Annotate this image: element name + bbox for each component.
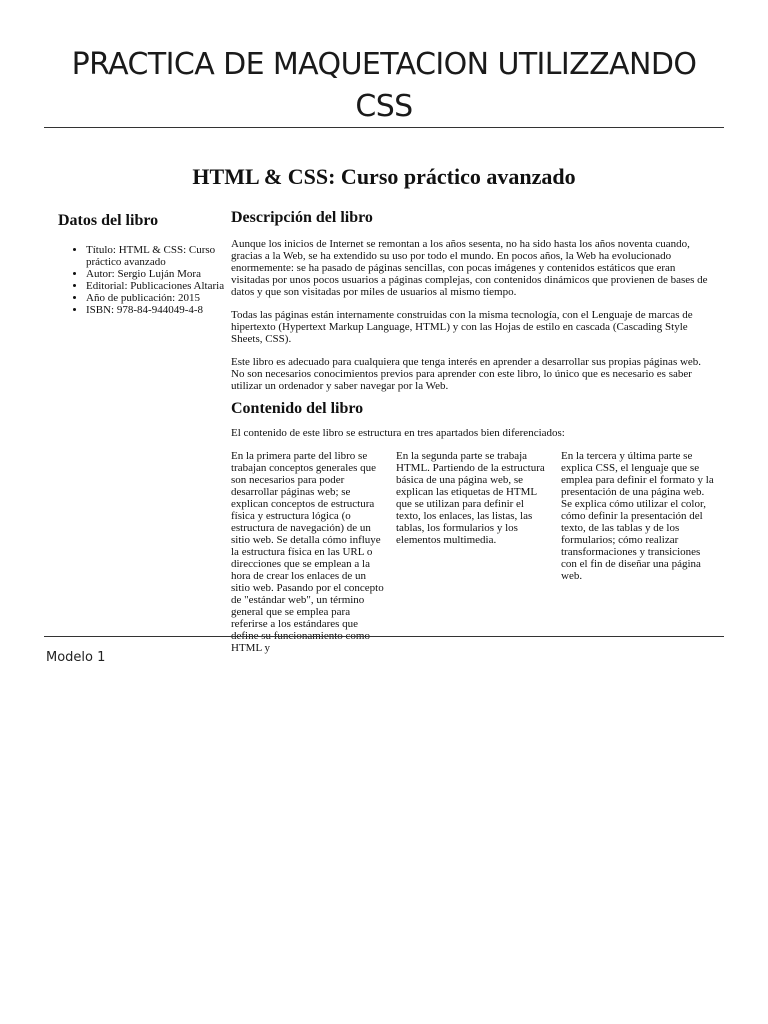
content-column — [396, 450, 551, 665]
description-paragraph: Todas las páginas están internamente construidas con la misma tecnología, con el Lenguaje de marcas de hipertexto (Hypertext Markup Language, HTML) y con las Hojas de estilo en cascada (Cascading Style Sheets, CSS). — [231, 309, 693, 345]
content-column — [231, 450, 386, 665]
page-title: PRACTICA DE MAQUETACION UTILIZZANDO CSS — [71, 47, 697, 124]
column-text: En la tercera y última parte se explica CSS, el lenguaje que se emplea para definir el formato y la presentación de una página web. Se explica cómo utilizar el color, cómo definir la presentación del texto, de las tablas y de los formularios; cómo realizar transformaciones y transiciones con el fin de diseñar una página web. — [561, 450, 714, 582]
description-paragraph: Este libro es adecuado para cualquiera que tenga interés en aprender a desarrollar sus propias páginas web. No son necesarios conocimientos previos para aprender con este libro, lo único que es necesario es saber utilizar un ordenador y saber navegar por la Web. — [231, 356, 702, 392]
description-paragraph: Aunque los inicios de Internet se remontan a los años sesenta, no ha sido hasta los años noventa cuando, gracias a la Web, se ha extendido su uso por todo el mundo. En pocos años, la Web ha evolucionado enormemente: se ha pasado de páginas sencillas, con pocas imágenes y contenidos estáticos que eran visitadas por unos pocos usuarios a páginas complejas, con contenidos dinámicos que provienen de bases de datos y que son visitadas por miles de usuarios al mismo tiempo. — [231, 238, 708, 298]
book-title: HTML & CSS: Curso práctico avanzado — [192, 164, 576, 189]
list-item: • Autor: Sergio Luján Mora — [86, 268, 228, 280]
content-column — [561, 450, 716, 665]
list-item: • Año de publicación: 2015 — [86, 292, 228, 304]
column-text: En la primera parte del libro se trabajan conceptos generales que son necesarios para poder desarrollar páginas web; se explican conceptos de estructura física y estructura lógica (o estructura de navegación) de un sitio web. Se detalla cómo influye la estructura física en las URL o direcciones que se emplean a la hora de crear los enlaces de un sitio web. Pasando por el concepto de "estándar web", un término general que se emplea para referirse a los estándares que define su funcionamiento como HTML y — [231, 450, 384, 654]
book-data-sidebar — [58, 212, 228, 316]
description-heading: Descripción del libro — [231, 209, 373, 226]
list-item: • Editorial: Publicaciones Altaria — [86, 280, 228, 292]
bottom-divider — [44, 636, 724, 637]
list-item: • ISBN: 978-84-944049-4-8 — [86, 304, 228, 316]
sidebar-heading: Datos del libro — [58, 212, 159, 229]
content-heading: Contenido del libro — [231, 400, 364, 417]
embedded-page-preview — [44, 128, 724, 654]
book-data-list — [58, 244, 228, 316]
list-item: • Título: HTML & CSS: Curso práctico avanzado — [86, 244, 228, 268]
model-caption: Modelo 1 — [46, 650, 106, 665]
column-text: En la segunda parte se trabaja HTML. Partiendo de la estructura básica de una página web, se explican las etiquetas de HTML que se utilizan para definir el texto, los enlaces, las listas, las tablas, los formularios y los elementos multimedia. — [396, 450, 545, 546]
content-columns — [231, 450, 716, 665]
book-main-content — [231, 209, 716, 665]
content-intro: El contenido de este libro se estructura en tres apartados bien diferenciados: — [231, 427, 565, 439]
